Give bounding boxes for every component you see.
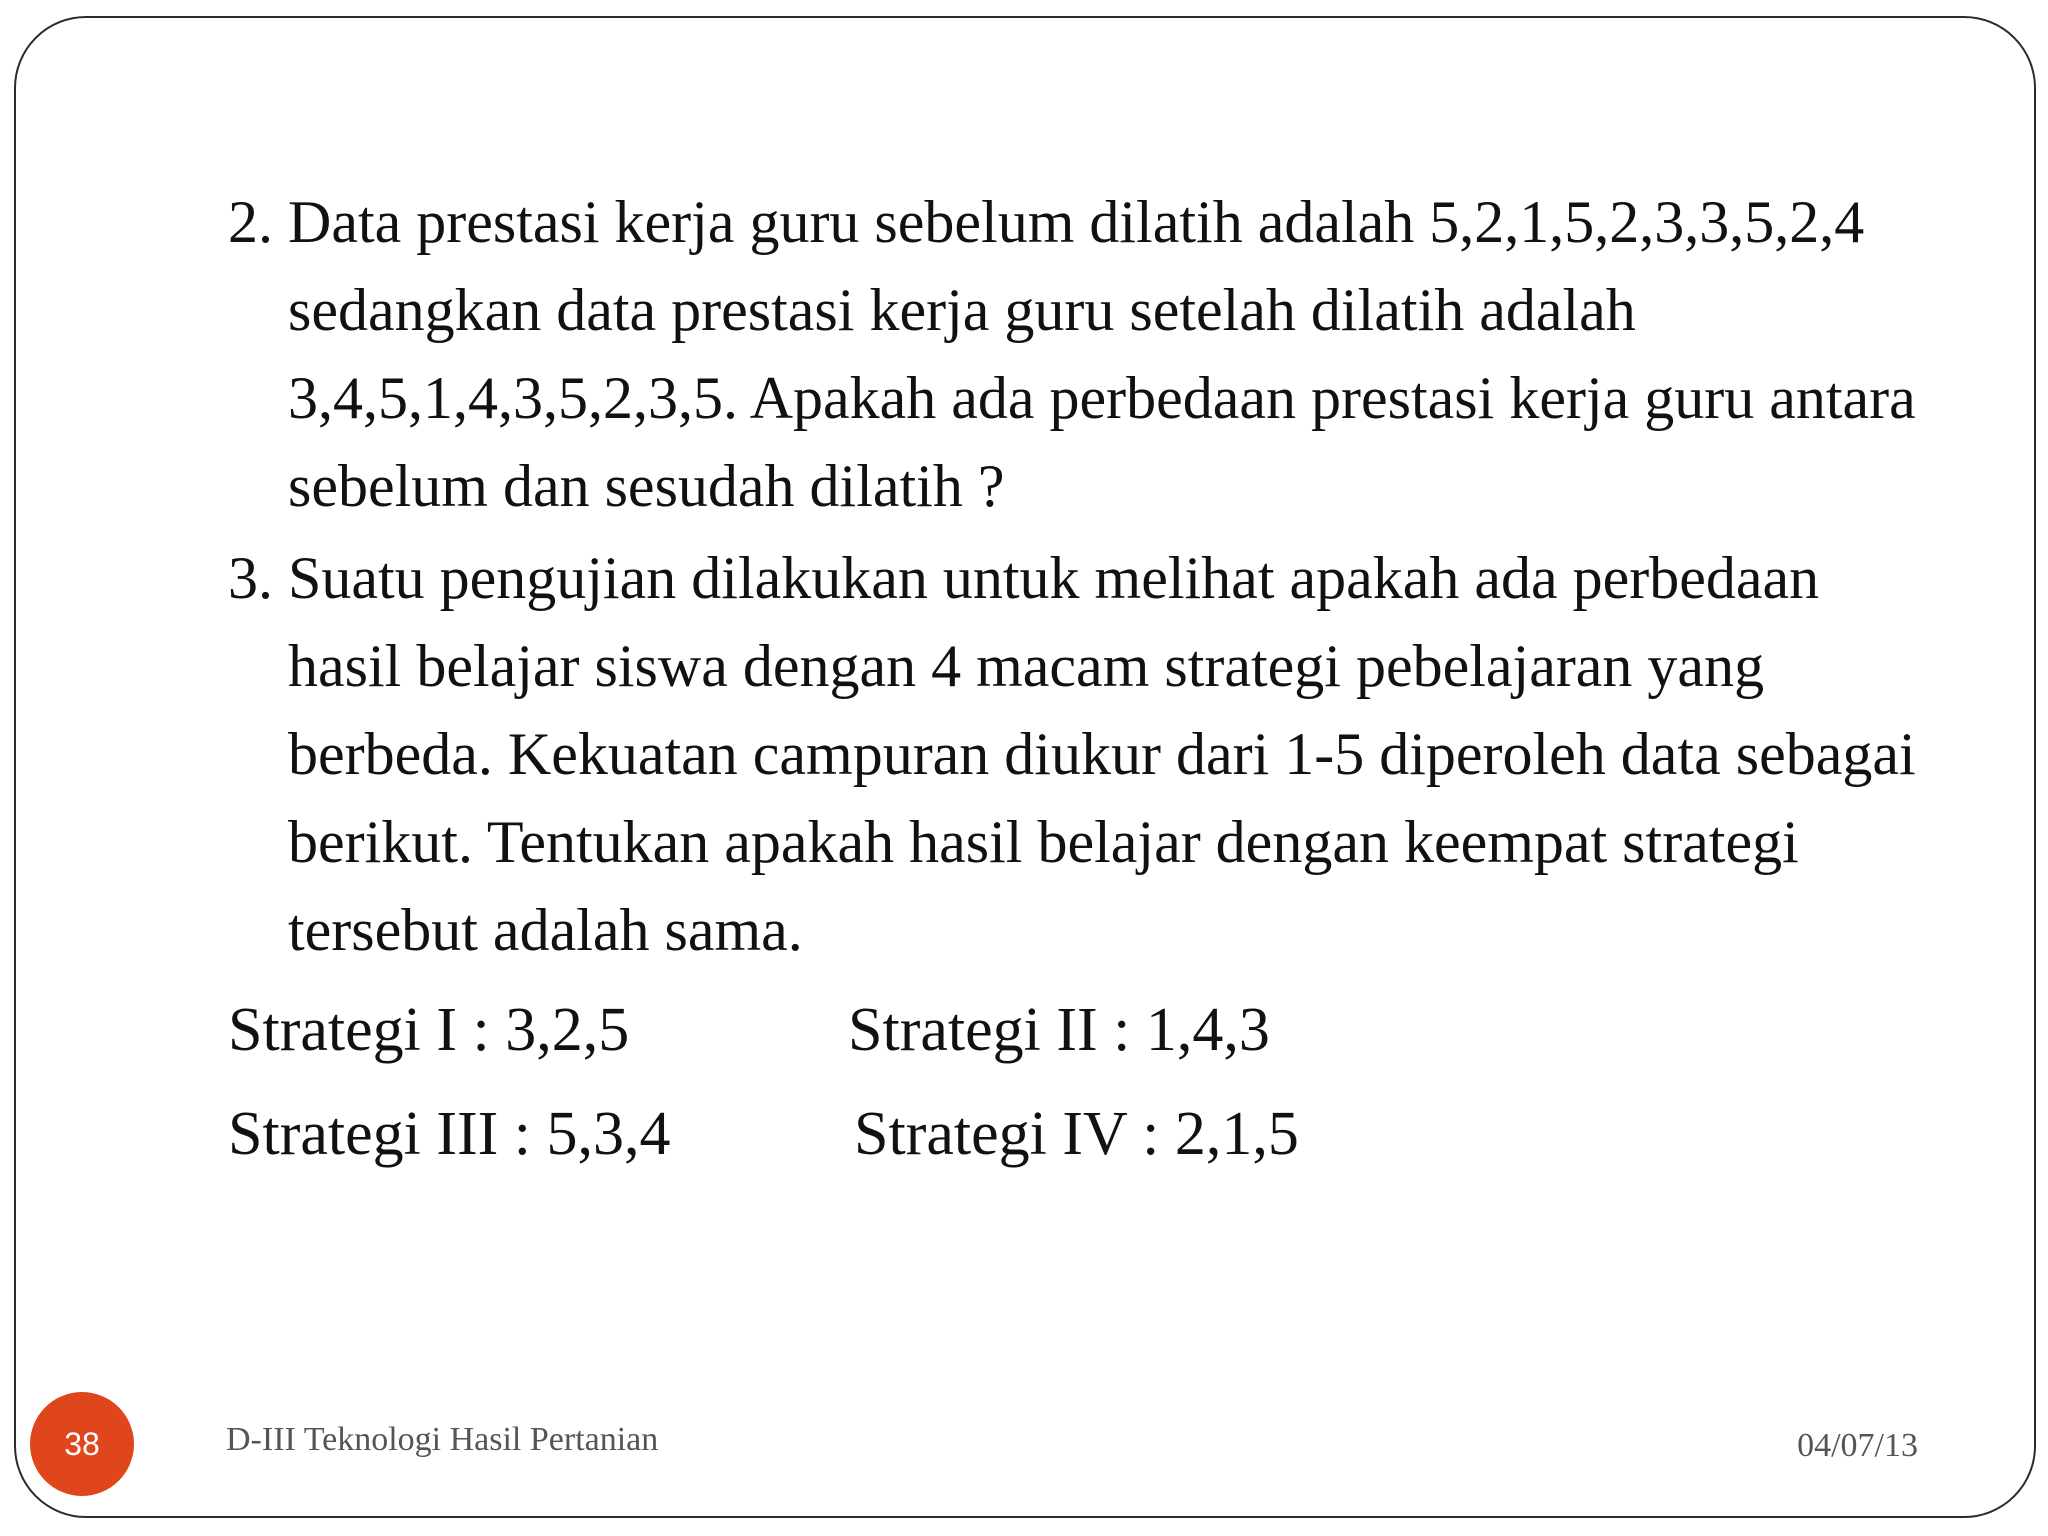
footer-course-title: D-III Teknologi Hasil Pertanian [226, 1421, 659, 1458]
question-3: 3. Suatu pengujian dilakukan untuk melihat apakah ada perbedaan hasil belajar siswa dengan 4 macam strategi pebelajaran yang berbeda. Kekuatan campuran diukur dari 1-5 diperoleh data sebagai berikut. Tentukan apakah hasil belajar dengan keempat strategi tersebut adalah sama. [228, 545, 1916, 963]
question-2: 2. Data prestasi kerja guru sebelum dilatih adalah 5,2,1,5,2,3,3,5,2,4 sedangkan data prestasi kerja guru setelah dilatih adalah 3,4,5,1,4,3,5,2,3,5. Apakah ada perbedaan prestasi kerja guru antara sebelum dan sesudah dilatih ? [228, 189, 1916, 519]
footer-date: 04/07/13 [1797, 1427, 1918, 1464]
strategy-row-2 [228, 1082, 1928, 1186]
slide-body [228, 178, 1928, 1186]
strategy-row-1 [228, 978, 1928, 1082]
strategy-i: Strategi I : 3,2,5 [228, 996, 630, 1064]
slide-number-badge: 38 [30, 1392, 134, 1496]
strategy-iii: Strategi III : 5,3,4 [228, 1100, 671, 1168]
strategy-ii: Strategi II : 1,4,3 [848, 996, 1270, 1064]
strategy-iv: Strategi IV : 2,1,5 [854, 1100, 1299, 1168]
